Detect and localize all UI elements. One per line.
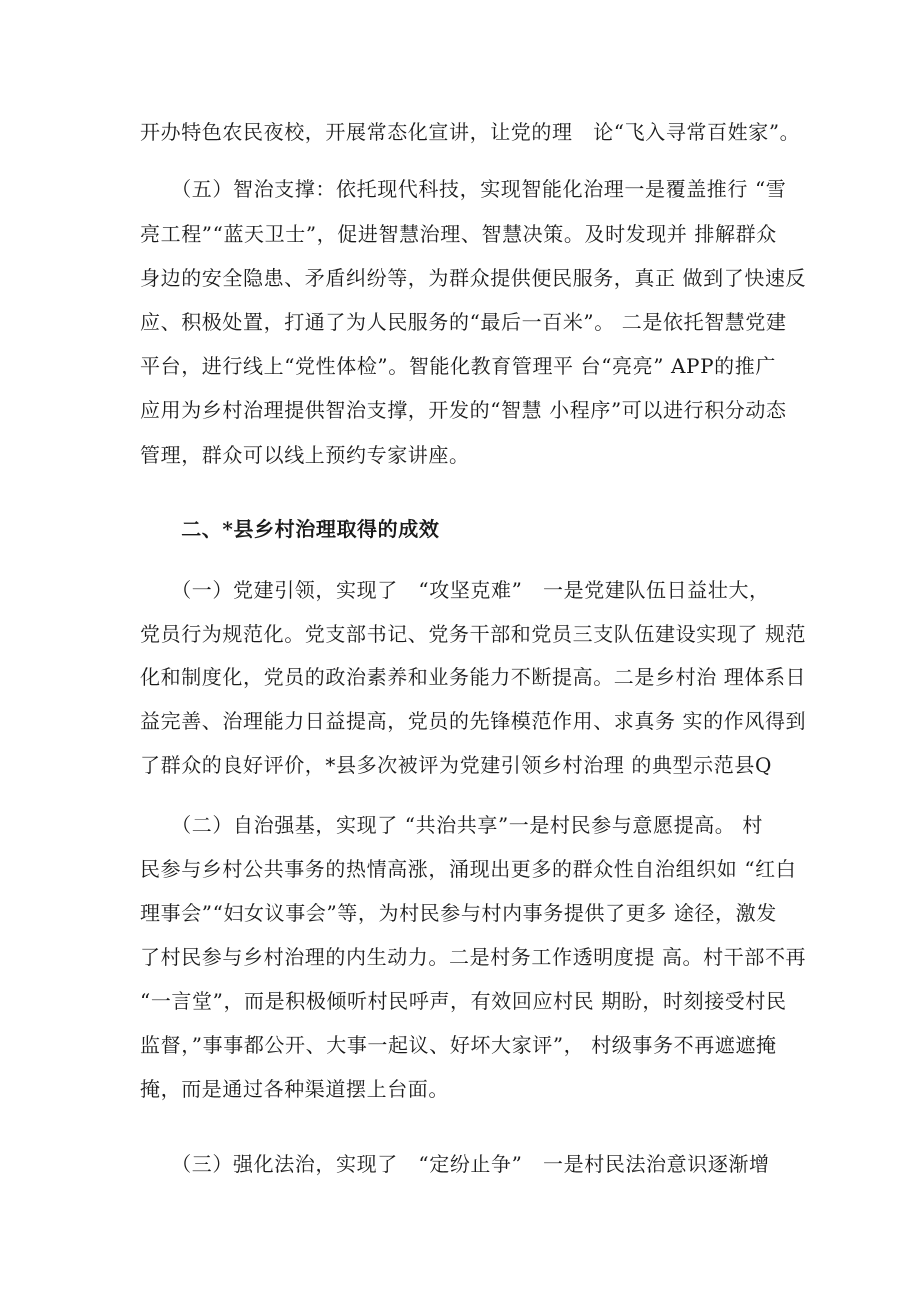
paragraph-line: 应、积极处置，打通了为人民服务的“最后一百米”。 二是依托智慧党建 (140, 310, 787, 334)
paragraph-line: 亮工程”“蓝天卫士”，促进智慧治理、智慧决策。及时发现并 排解群众 (140, 222, 777, 246)
paragraph-line: 开办特色农民夜校，开展常态化宣讲，让党的理 论“飞入寻常百姓家”。 (140, 120, 801, 144)
paragraph-line: 了群众的良好评价，*县多次被评为党建引领乡村治理 的典型示范县Q (140, 753, 772, 777)
paragraph-line: （五）智治支撑：依托现代科技，实现智能化治理一是覆盖推行 “雪 (140, 177, 787, 201)
paragraph-line: “一言堂”，而是积极倾听村民呼声，有效回应村民 期盼，时刻接受村民 (140, 989, 787, 1013)
paragraph-line: 管理，群众可以线上预约专家讲座。 (140, 443, 470, 467)
paragraph-line: （三）强化法治，实现了 “定纷止争” 一是村民法治意识逐渐增 (140, 1152, 770, 1176)
paragraph-line: （二）自治强基，实现了 “共治共享”一是村民参与意愿提高。 村 (140, 813, 763, 837)
paragraph-line: 监督，”事事都公开、大事一起议、好坏大家评”， 村级事务不再遮遮掩 (140, 1033, 777, 1057)
paragraph-line: 益完善、治理能力日益提高，党员的先锋模范作用、求真务 实的作风得到 (140, 709, 807, 733)
paragraph-line: 掩，而是通过各种渠道摆上台面。 (140, 1077, 449, 1101)
paragraph-line: 平台，进行线上“党性体检”。智能化教育管理平 台“亮亮” APP的推广 (140, 354, 776, 378)
paragraph-line: 身边的安全隐患、矛盾纠纷等，为群众提供便民服务，真正 做到了快速反 (140, 266, 807, 290)
paragraph-line: （一）党建引领，实现了 “攻坚克难” 一是党建队伍日益壮大， (140, 578, 770, 602)
paragraph-line: 了村民参与乡村治理的内生动力。二是村务工作透明度提 高。村干部不再 (140, 945, 807, 969)
section-heading: 二、*县乡村治理取得的成效 (140, 517, 440, 541)
paragraph-line: 党员行为规范化。党支部书记、党务干部和党员三支队伍建设实现了 规范 (140, 622, 807, 646)
paragraph-line: 化和制度化，党员的政治素养和业务能力不断提高。二是乡村治 理体系日 (140, 665, 807, 689)
paragraph-line: 理事会”“妇女议事会”等，为村民参与村内事务提供了更多 途径，激发 (140, 901, 777, 925)
paragraph-line: 民参与乡村公共事务的热情高涨，涌现出更多的群众性自治组织如 “红白 (140, 857, 797, 881)
paragraph-line: 应用为乡村治理提供智治支撑，开发的“智慧 小程序”可以进行积分动态 (140, 398, 787, 422)
